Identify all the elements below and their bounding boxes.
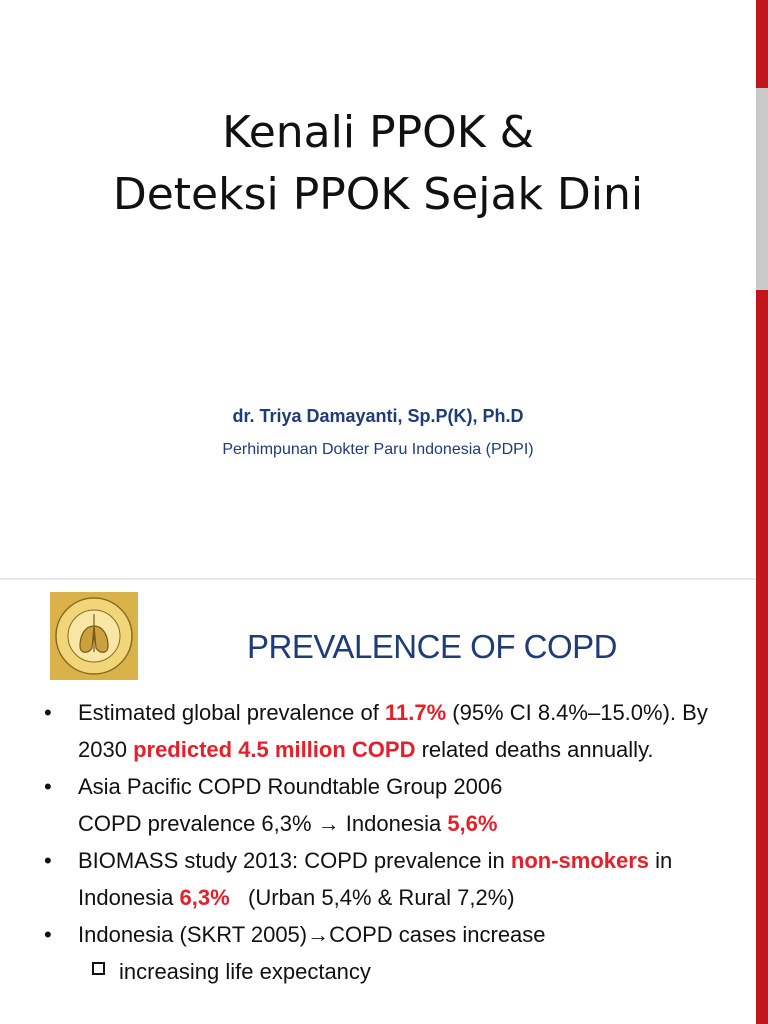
- bullet-global-prevalence: [44, 694, 749, 768]
- bullet-dot: •: [44, 774, 52, 799]
- bullet-dot: •: [44, 700, 52, 725]
- sidebar-accent-middle: [756, 88, 768, 290]
- bullet-text: COPD cases increase: [329, 922, 546, 947]
- sub-bullet-text: increasing life expectancy: [119, 959, 371, 984]
- bullet-text: Estimated global prevalence of: [78, 700, 385, 725]
- bullet-biomass-study: [44, 842, 749, 916]
- highlight-text: non-smokers: [510, 848, 650, 873]
- bullet-skrt: [44, 916, 749, 953]
- arrow-right-icon: →: [307, 922, 330, 947]
- bullet-text: (95% CI 8.4%–15.0%). By 2030: [78, 700, 708, 762]
- slide-divider: [0, 578, 756, 580]
- organization-name: Perhimpunan Dokter Paru Indonesia (PDPI): [222, 441, 534, 458]
- author-name: dr. Triya Damayanti, Sp.P(K), Ph.D: [232, 406, 524, 426]
- bullet-dot: •: [44, 922, 52, 947]
- sub-bullet-life-expectancy: [44, 953, 749, 990]
- title-line-2: Deteksi PPOK Sejak Dini: [112, 169, 644, 220]
- bullet-text: (Urban 5,4% & Rural 7,2%): [229, 885, 515, 910]
- bullet-list: [44, 694, 749, 990]
- bullet-text: BIOMASS study 2013: COPD prevalence in: [78, 848, 511, 873]
- title-line-1: Kenali PPOK &: [222, 107, 534, 158]
- arrow-right-icon: →: [317, 811, 340, 836]
- bullet-text: Indonesia (SKRT 2005): [78, 922, 308, 947]
- sidebar-accent-bottom: [756, 290, 768, 1024]
- bullet-text: Asia Pacific COPD Roundtable Group 2006: [78, 774, 503, 799]
- bullet-text: related deaths annually.: [415, 737, 654, 762]
- bullet-text: COPD prevalence 6,3%: [78, 811, 318, 836]
- bullet-text: in Indonesia: [78, 848, 673, 910]
- highlight-value: 11.7%: [384, 700, 447, 725]
- highlight-value: 5,6%: [447, 811, 498, 836]
- sidebar-accent-top: [756, 0, 768, 88]
- bullet-dot: •: [44, 848, 52, 873]
- highlight-text: predicted 4.5 million COPD: [133, 737, 416, 762]
- bullet-asia-pacific: [44, 768, 749, 842]
- slide2-title: PREVALENCE OF COPD: [247, 628, 617, 665]
- slide1-title: [0, 102, 756, 226]
- bullet-text: Indonesia: [339, 811, 448, 836]
- checkbox-square-icon: [92, 962, 105, 975]
- gold-logo-icon: [50, 592, 138, 680]
- highlight-value: 6,3%: [179, 885, 230, 910]
